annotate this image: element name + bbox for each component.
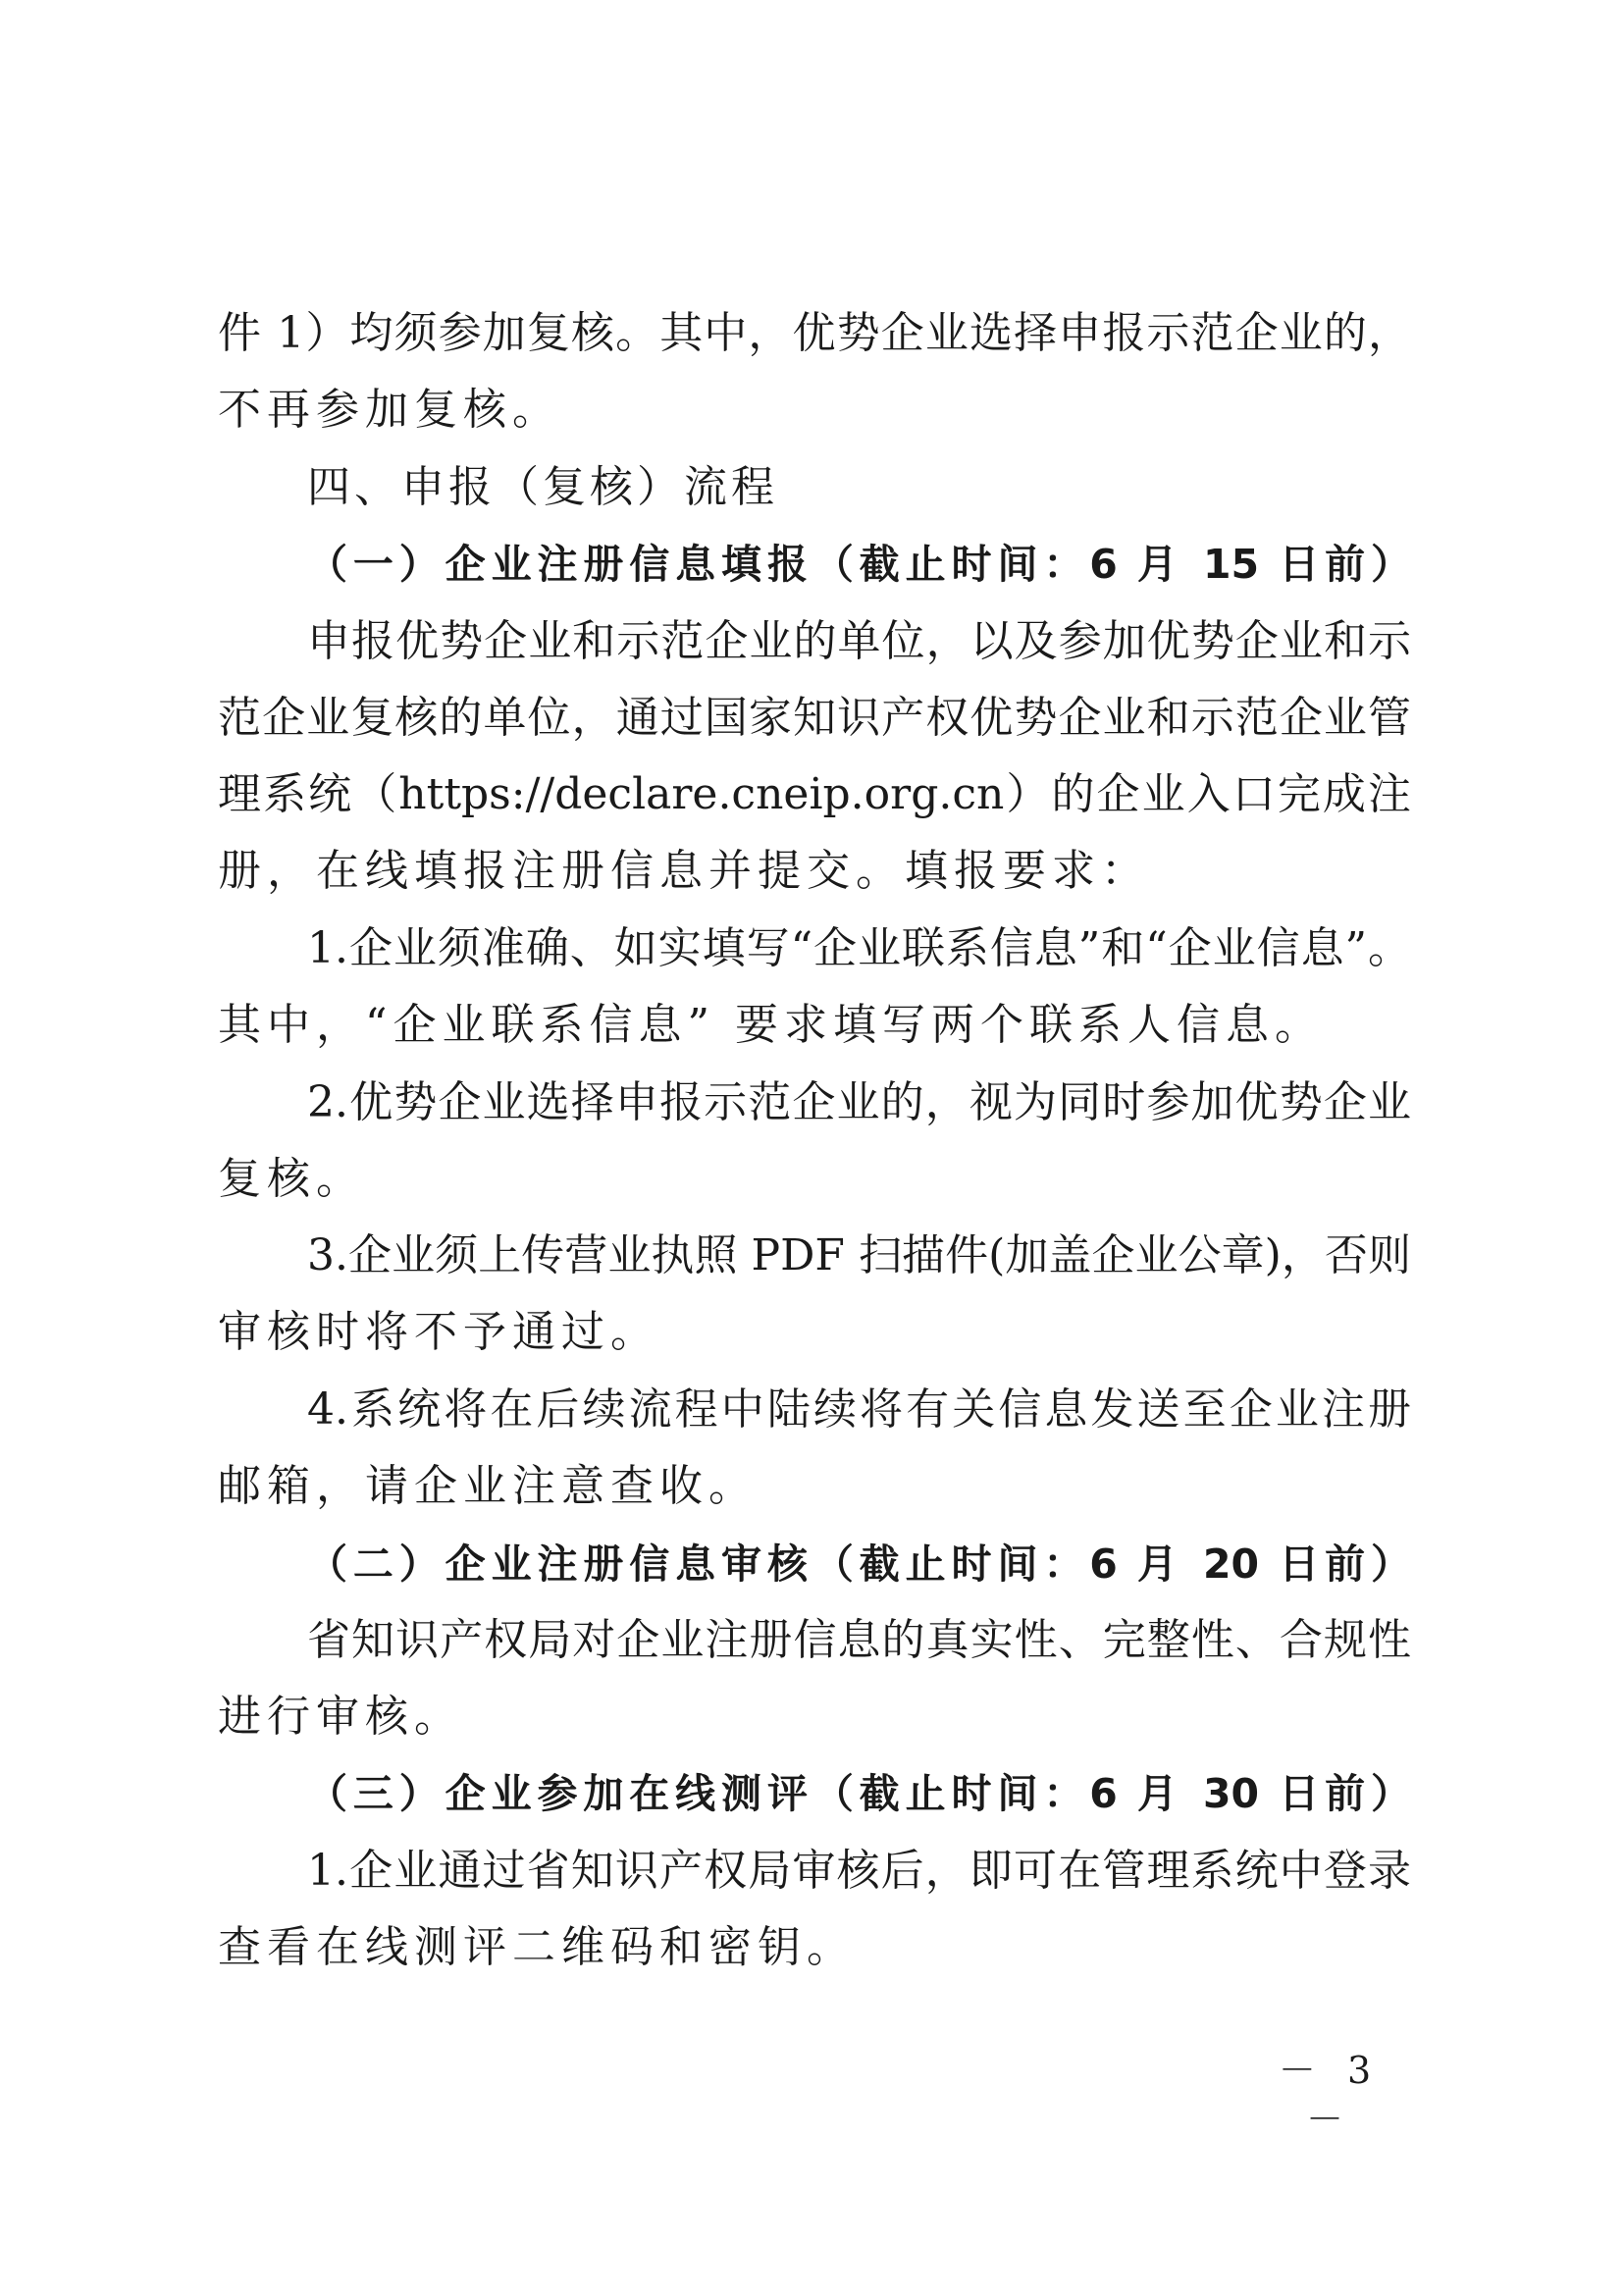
subsection-heading: （三）企业参加在线测评（截止时间：6 月 30 日前） — [307, 1770, 1411, 1817]
list-item-line: 3.企业须上传营业执照 PDF 扫描件(加盖企业公章)，否则 — [307, 1230, 1411, 1280]
section-heading: 四、申报（复核）流程 — [307, 462, 778, 512]
list-item-line: 1.企业通过省知识产权局审核后，即可在管理系统中登录 — [307, 1846, 1411, 1896]
paragraph-line: 不再参加复核。 — [218, 385, 561, 435]
list-item-line: 复核。 — [218, 1154, 365, 1204]
list-item-line: 2.优势企业选择申报示范企业的，视为同时参加优势企业 — [307, 1077, 1411, 1127]
list-item-line: 其中，“企业联系信息” 要求填写两个联系人信息。 — [218, 1000, 1324, 1050]
list-item-line: 邮箱，请企业注意查收。 — [218, 1461, 758, 1511]
paragraph-line: 申报优势企业和示范企业的单位，以及参加优势企业和示 — [307, 616, 1411, 666]
paragraph-line: 进行审核。 — [218, 1692, 463, 1742]
list-item-line: 1.企业须准确、如实填写“企业联系信息”和“企业信息”。 — [307, 923, 1411, 973]
list-item-line: 查看在线测评二维码和密钥。 — [218, 1922, 856, 1972]
list-item-line: 4.系统将在后续流程中陆续将有关信息发送至企业注册 — [307, 1384, 1411, 1435]
page-number: － 3 － — [1278, 2049, 1382, 2141]
paragraph-line: 省知识产权局对企业注册信息的真实性、完整性、合规性 — [307, 1615, 1411, 1665]
paragraph-line: 理系统（https://declare.cneip.org.cn）的企业入口完成注 — [218, 769, 1411, 819]
list-item-line: 审核时将不予通过。 — [218, 1307, 659, 1357]
paragraph-line: 件 1）均须参加复核。其中，优势企业选择申报示范企业的， — [218, 308, 1411, 358]
paragraph-line: 册，在线填报注册信息并提交。填报要求： — [218, 846, 1150, 896]
subsection-heading: （二）企业注册信息审核（截止时间：6 月 20 日前） — [307, 1540, 1411, 1588]
subsection-heading: （一）企业注册信息填报（截止时间：6 月 15 日前） — [307, 541, 1411, 588]
paragraph-line: 范企业复核的单位，通过国家知识产权优势企业和示范企业管 — [218, 693, 1411, 743]
